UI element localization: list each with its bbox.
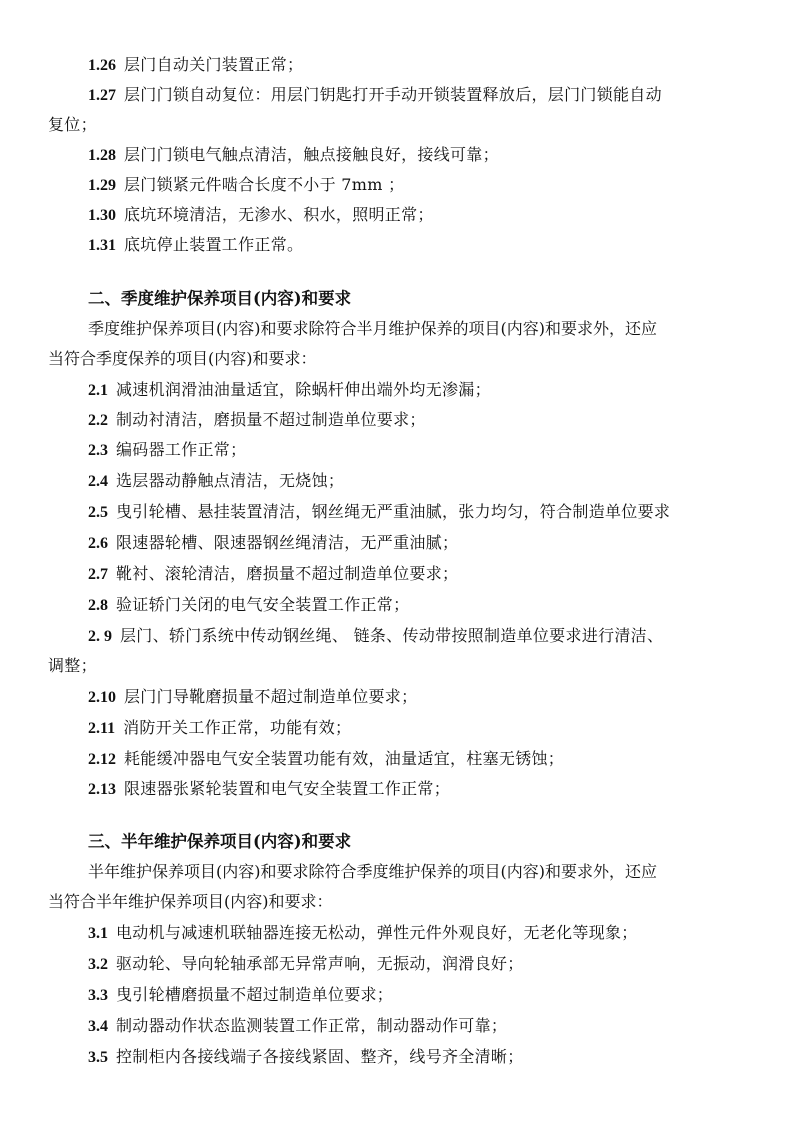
item-2-3 [88,437,760,464]
item-text: 层门门锁自动复位：用层门钥匙打开手动开锁装置释放后，层门门锁能自动 [124,85,662,104]
item-number: 1.29 [88,177,116,194]
item-2-6 [88,530,760,557]
item-2-1 [88,377,760,404]
item-number: 2.10 [88,689,116,706]
item-number: 2.4 [88,473,108,490]
section-2-intro-line-2: 当符合季度保养的项目(内容)和要求： [48,349,317,368]
item-number: 2.6 [88,535,108,552]
item-number: 1.26 [88,57,116,74]
item-3-3 [88,982,760,1009]
section-3-heading: 三、半年维护保养项目(内容)和要求 [88,832,352,851]
item-1-29 [88,172,760,199]
item-number: 1.27 [88,87,116,104]
item-text: 电动机与减速机联轴器连接无松动，弹性元件外观良好，无老化等现象； [116,923,638,942]
item-text: 限速器张紧轮装置和电气安全装置工作正常； [124,779,451,798]
item-number: 2.11 [88,720,116,737]
item-text: 限速器轮槽、限速器钢丝绳清洁，无严重油腻； [116,533,459,552]
item-2-7 [88,561,760,588]
item-number: 2.5 [88,504,108,521]
item-text: 驱动轮、导向轮轴承部无异常声响，无振动，润滑良好； [116,954,524,973]
item-1-30 [88,202,760,229]
item-number: 2.12 [88,751,116,768]
item-number: 1.30 [88,207,116,224]
item-number: 1.28 [88,147,116,164]
item-text: 底坑停止装置工作正常。 [124,235,304,254]
item-number: 3.3 [88,987,108,1004]
item-number: 3.5 [88,1049,108,1066]
item-number: 1.31 [88,237,116,254]
section-2-intro-line-1: 季度维护保养项目(内容)和要求除符合半月维护保养的项目(内容)和要求外，还应 [88,319,657,338]
item-2-5 [88,499,760,526]
item-2-10 [88,684,760,711]
item-number: 2.13 [88,781,116,798]
item-1-27 [88,82,760,109]
item-text: 曳引轮槽磨损量不超过制造单位要求； [116,985,394,1004]
item-text: 层门自动关门装置正常； [124,55,304,74]
item-3-4 [88,1013,760,1040]
item-1-28 [88,142,760,169]
section-3-intro-line-2: 当符合半年维护保养项目(内容)和要求： [48,892,333,911]
item-text: 层门、轿门系统中传动钢丝绳、 链条、传动带按照制造单位要求进行清洁、 [120,626,664,645]
item-text: 控制柜内各接线端子各接线紧固、整齐，线号齐全清晰； [116,1047,524,1066]
item-2-13 [88,776,760,803]
item-2-11 [88,715,760,742]
item-3-2 [88,951,760,978]
item-2-2 [88,407,760,434]
item-2-9-continuation [48,653,720,679]
item-text: 复位； [48,115,97,134]
item-text: 消防开关工作正常，功能有效； [123,718,352,737]
item-2-12 [88,746,760,773]
item-text: 调整； [48,656,97,675]
item-text: 耗能缓冲器电气安全装置功能有效，油量适宜，柱塞无锈蚀； [124,749,565,768]
item-2-9 [88,623,760,650]
section-3-intro-line-1: 半年维护保养项目(内容)和要求除符合季度维护保养的项目(内容)和要求外，还应 [88,862,657,881]
item-1-27-continuation [48,112,720,138]
item-number: 3.2 [88,956,108,973]
item-text: 选层器动静触点清洁，无烧蚀； [116,471,345,490]
item-text: 验证轿门关闭的电气安全装置工作正常； [116,595,410,614]
item-number: 2.7 [88,566,108,583]
item-number: 2.3 [88,442,108,459]
item-text: 底坑环境清洁，无渗水、积水，照明正常； [124,205,434,224]
item-text: 制动器动作状态监测装置工作正常，制动器动作可靠； [116,1016,508,1035]
item-2-4 [88,468,760,495]
item-number: 3.1 [88,925,108,942]
item-text: 减速机润滑油油量适宜，除蜗杆伸出端外均无渗漏； [116,380,491,399]
item-text: 曳引轮槽、悬挂装置清洁，钢丝绳无严重油腻，张力均匀，符合制造单位要求 [116,502,671,521]
item-number: 2.8 [88,597,108,614]
item-number: 2.1 [88,382,108,399]
item-3-1 [88,920,760,947]
item-2-8 [88,592,760,619]
item-number: 2.2 [88,412,108,429]
item-number: 3.4 [88,1018,108,1035]
item-text: 层门锁紧元件啮合长度不小于 7mm ； [124,175,405,194]
item-text: 靴衬、滚轮清洁，磨损量不超过制造单位要求； [116,564,459,583]
section-2-heading: 二、季度维护保养项目(内容)和要求 [88,289,352,308]
item-text: 制动衬清洁，磨损量不超过制造单位要求； [116,410,426,429]
item-1-31 [88,232,760,259]
item-3-5 [88,1044,760,1071]
item-number: 2. 9 [88,628,112,645]
item-text: 层门门导靴磨损量不超过制造单位要求； [124,687,418,706]
item-text: 层门门锁电气触点清洁，触点接触良好，接线可靠； [124,145,499,164]
item-text: 编码器工作正常； [116,440,247,459]
item-1-26 [88,52,760,79]
